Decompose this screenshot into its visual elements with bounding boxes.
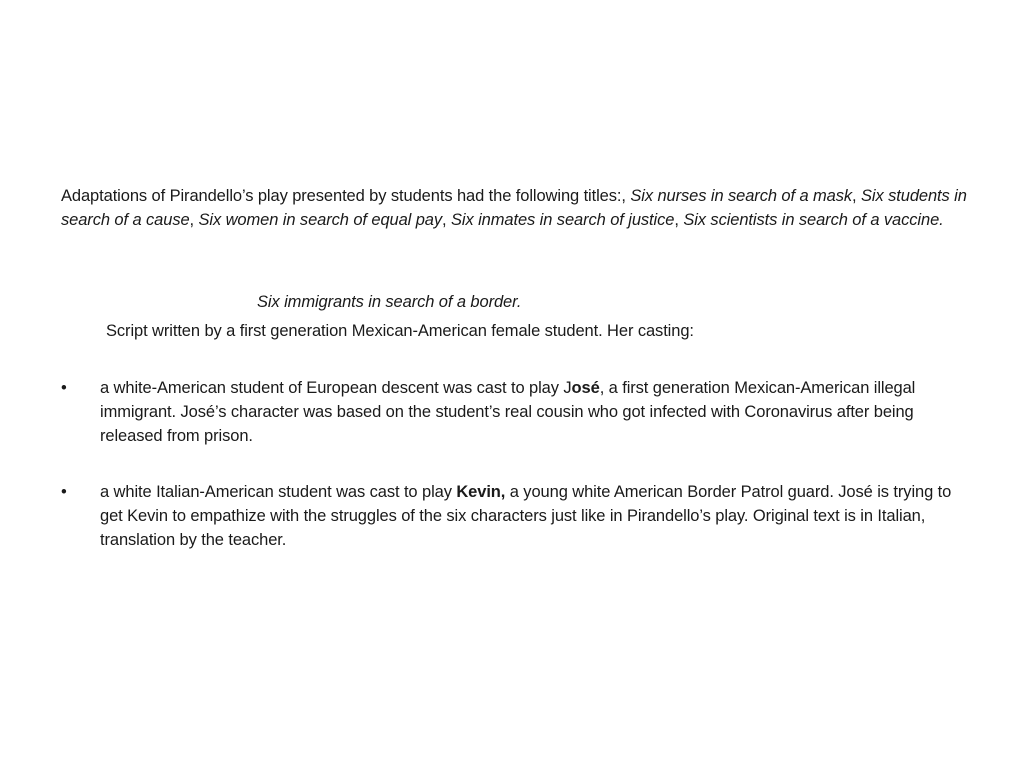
title-scientists: Six scientists in search of a vaccine. xyxy=(683,211,944,229)
title-nurses: Six nurses in search of a mask xyxy=(630,187,853,205)
character-name-kevin: Kevin, xyxy=(456,483,506,501)
casting-item-jose xyxy=(61,376,971,448)
bullet-icon: • xyxy=(61,483,67,501)
intro-separator: , xyxy=(442,211,452,229)
intro-paragraph xyxy=(61,184,971,232)
casting-text: , a first generation Mexican-American illegal immigrant. José’s character was based on the student’s real cousin who got infected with Coronavirus after being released from prison. xyxy=(100,379,916,445)
casting-text: a young white American Border Patrol guard. José is trying to get Kevin to empathize with the struggles of the six characters just like in Pirandello’s play. Original text is in Italian, translation by the teacher. xyxy=(100,483,952,549)
character-name-jose: osé xyxy=(571,379,600,397)
casting-text: a white-American student of European descent was cast to play J xyxy=(100,379,572,397)
casting-text: a white Italian-American student was cast to play xyxy=(100,483,457,501)
intro-separator: , xyxy=(189,211,199,229)
title-students: Six students in search of a cause xyxy=(61,187,967,229)
casting-item-kevin xyxy=(61,480,971,552)
intro-separator: , xyxy=(674,211,684,229)
play-subtitle: Six immigrants in search of a border. xyxy=(257,293,522,311)
title-women: Six women in search of equal pay xyxy=(198,211,443,229)
intro-prefix: Adaptations of Pirandello’s play presented by students had the following titles:, xyxy=(61,187,631,205)
bullet-icon: • xyxy=(61,379,67,397)
title-inmates: Six inmates in search of justice xyxy=(451,211,675,229)
intro-separator: , xyxy=(852,187,862,205)
casting-list xyxy=(61,376,971,584)
script-description: Script written by a first generation Mexican-American female student. Her casting: xyxy=(106,322,694,340)
